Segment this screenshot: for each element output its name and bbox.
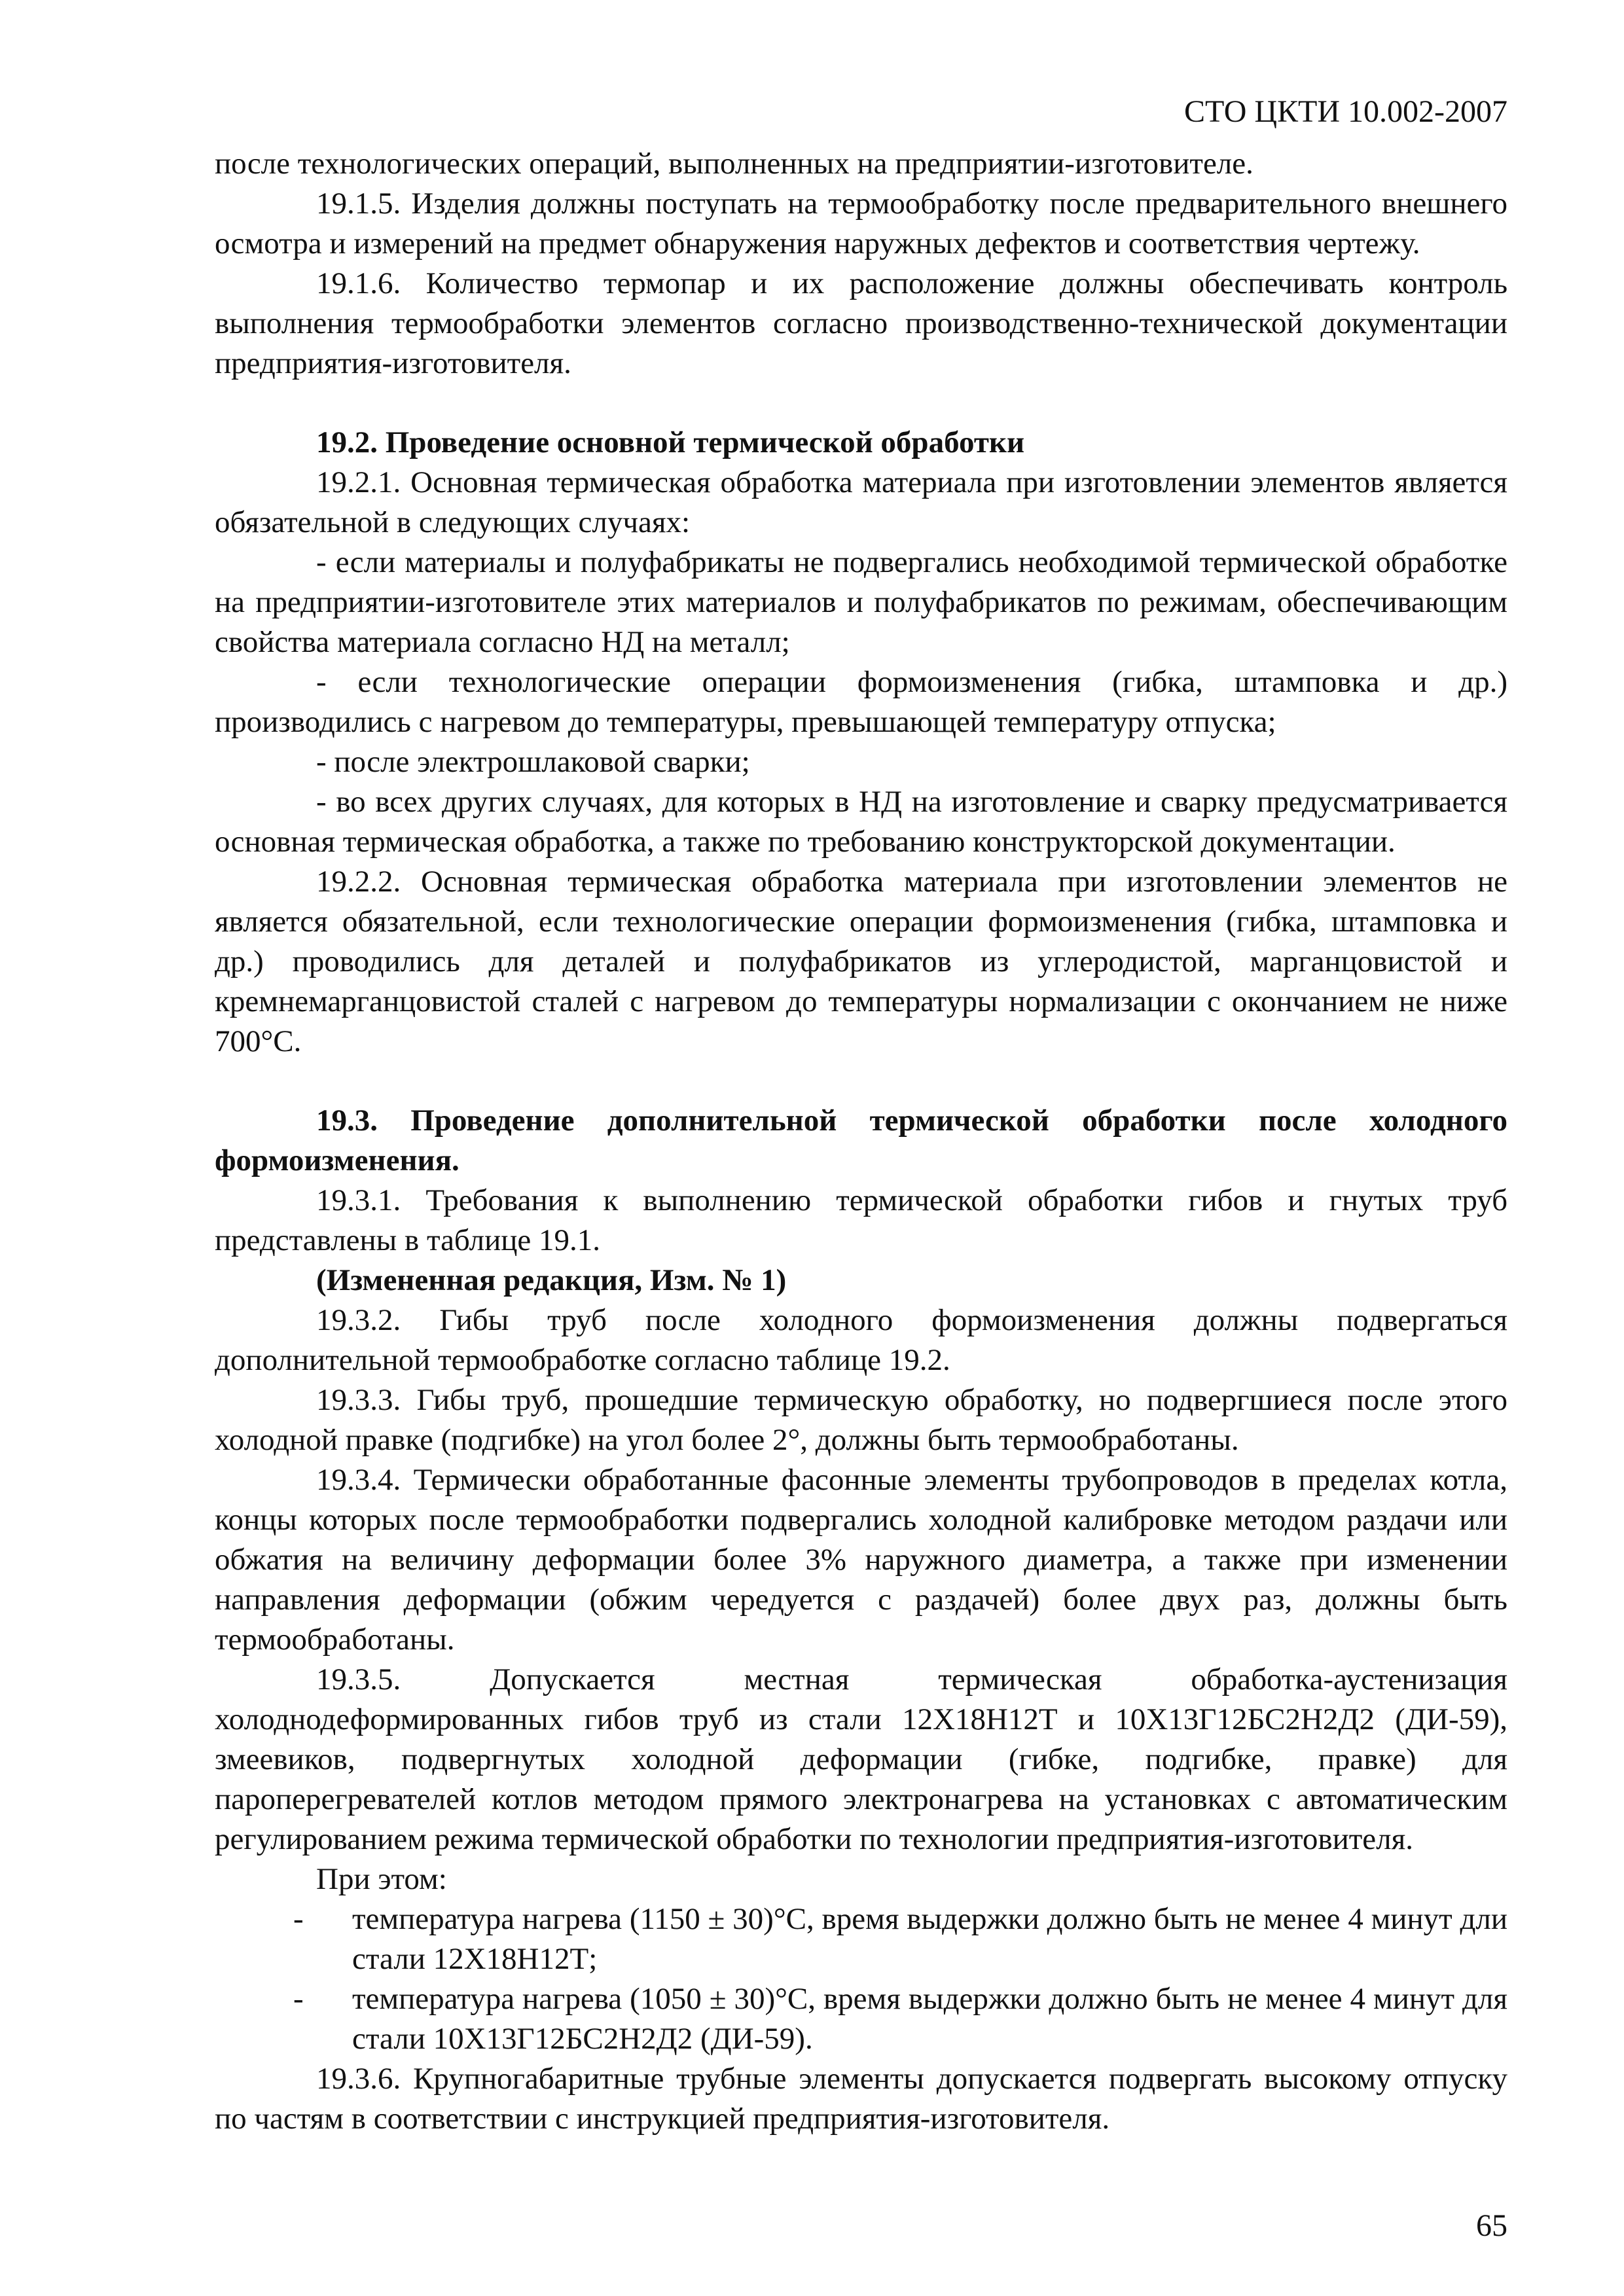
case-item: - после электрошлаковой сварки; (316, 745, 750, 779)
paragraph-19-1-5: 19.1.5. Изделия должны поступать на термообработку после предварительного внешнего осмотра и измерений на предмет обнаружения наружных дефектов и соответствия чертежу. (215, 187, 1507, 260)
paragraph-19-3-3: 19.3.3. Гибы труб, прошедшие термическую обработку, но подвергшиеся после этого холодной правке (подгибке) на угол более 2°, должны быть термообработаны. (215, 1383, 1507, 1457)
condition-item (215, 1979, 1507, 2059)
dash-marker: - (293, 1982, 304, 2016)
paragraph-19-3-6: 19.3.6. Крупногабаритные трубные элементы допускается подвергать высокому отпуску по частям в соответствии с инструкцией предприятия-изготовителя. (215, 2062, 1507, 2136)
section-heading-19-3: 19.3. Проведение дополнительной термической обработки после холодного формоизменения. (215, 1103, 1507, 1177)
paragraph-19-3-2: 19.3.2. Гибы труб после холодного формоизменения должны подвергаться дополнительной термообработке согласно таблице 19.2. (215, 1303, 1507, 1377)
condition-item (215, 1899, 1507, 1979)
condition-text: температура нагрева (1050 ± 30)°С, время выдержки должно быть не менее 4 минут для стали 10Х13Г12БС2Н2Д2 (ДИ-59). (352, 1982, 1507, 2056)
paragraph-19-3-5: 19.3.5. Допускается местная термическая обработка-аустенизация холоднодеформированных гибов труб из стали 12Х18Н12Т и 10Х13Г12БС2Н2Д2 (ДИ-59), змеевиков, подвергнутых холодной деформации (гибке, подгибке, правке) для пароперегревателей котлов методом прямого электронагрева на установках с автоматическим регулированием режима термической обработки по технологии предприятия-изготовителя. (215, 1662, 1507, 1856)
document-body (215, 144, 1507, 2139)
document-code-header: СТО ЦКТИ 10.002-2007 (1183, 94, 1507, 129)
conditions-list (215, 1899, 1507, 2059)
paragraph-19-2-2: 19.2.2. Основная термическая обработка материала при изготовлении элементов не является обязательной, если технологические операции формоизменения (гибка, штамповка и др.) проводились для деталей и полуфабрикатов из углеродистой, марганцовистой и кремнемарганцовистой сталей с нагревом до температуры нормализации с окончанием не ниже 700°С. (215, 865, 1507, 1058)
paragraph-19-1-6: 19.1.6. Количество термопар и их расположение должны обеспечивать контроль выполнения термообработки элементов согласно производственно-технической документации предприятия-изготовителя. (215, 266, 1507, 380)
paragraph-19-3-4: 19.3.4. Термически обработанные фасонные элементы трубопроводов в пределах котла, концы которых после термообработки подвергались холодной калибровке методом раздачи или обжатия на величину деформации более 3% наружного диаметра, а также при изменении направления деформации (обжим чередуется с раздачей) более двух раз, должны быть термообработаны. (215, 1463, 1507, 1657)
paragraph-19-3-1: 19.3.1. Требования к выполнению термической обработки гибов и гнутых труб представлены в таблице 19.1. (215, 1183, 1507, 1257)
edit-note: (Измененная редакция, Изм. № 1) (316, 1263, 787, 1297)
condition-text: температура нагрева (1150 ± 30)°С, время выдержки должно быть не менее 4 минут дли стали 12Х18Н12Т; (352, 1902, 1507, 1976)
case-item: - если материалы и полуфабрикаты не подвергались необходимой термической обработке на предприятии-изготовителе этих материалов и полуфабрикатов по режимам, обеспечивающим свойства материала согласно НД на металл; (215, 545, 1507, 659)
paragraph-continuation: после технологических операций, выполненных на предприятии-изготовителе. (215, 147, 1254, 181)
pri-etom-label: При этом: (316, 1862, 447, 1896)
page-number: 65 (1476, 2208, 1507, 2243)
case-item: - во всех других случаях, для которых в НД на изготовление и сварку предусматривается основная термическая обработка, а также по требованию конструкторской документации. (215, 785, 1507, 859)
paragraph-19-2-1: 19.2.1. Основная термическая обработка материала при изготовлении элементов является обязательной в следующих случаях: (215, 465, 1507, 539)
dash-marker: - (293, 1902, 304, 1936)
section-heading-19-2: 19.2. Проведение основной термической обработки (316, 425, 1025, 459)
case-item: - если технологические операции формоизменения (гибка, штамповка и др.) производились с нагревом до температуры, превышающей температуру отпуска; (215, 665, 1507, 739)
